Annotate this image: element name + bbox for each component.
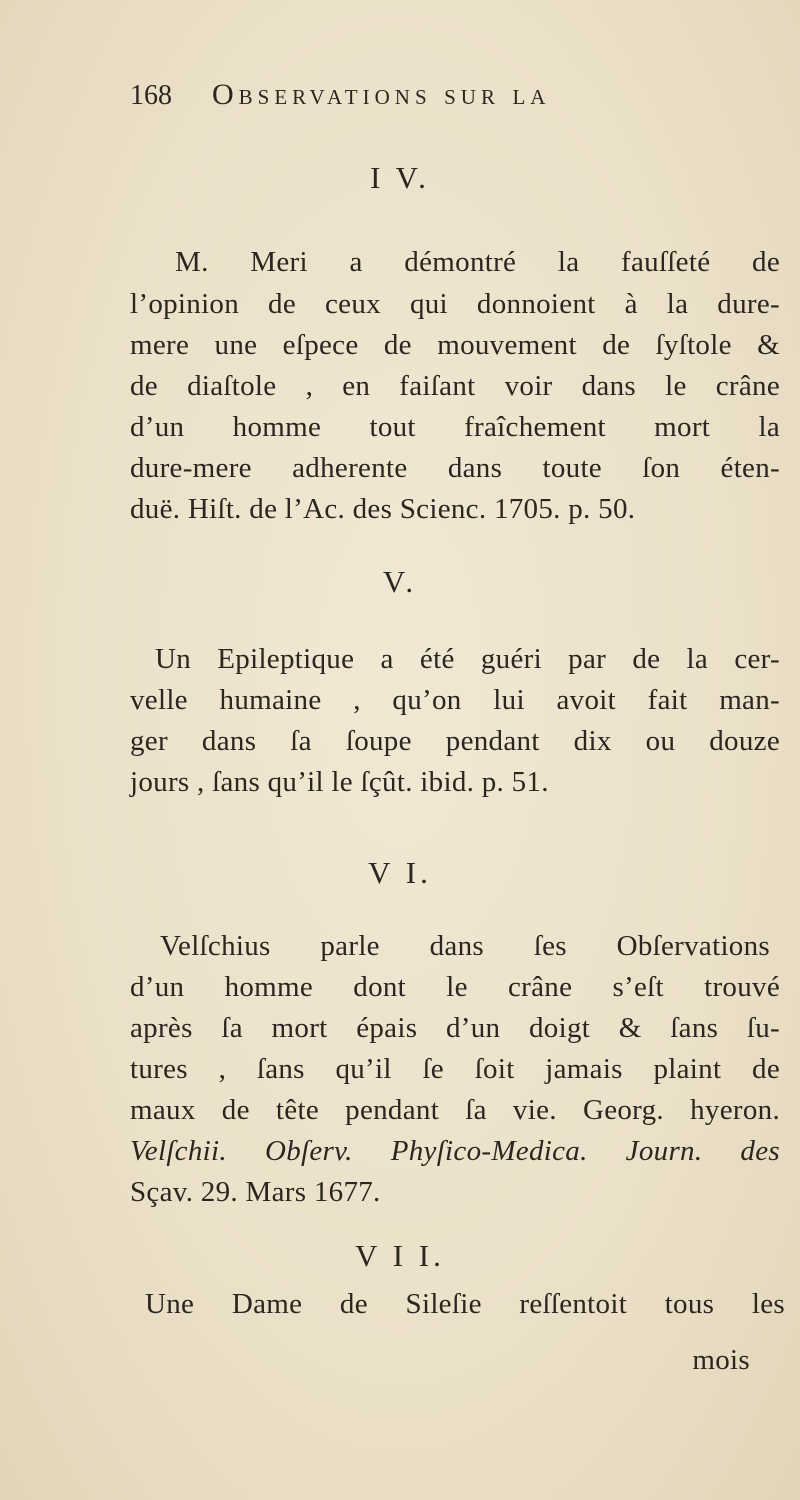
text-line: velle humaine , qu’on lui avoit fait man- (130, 684, 780, 716)
text-line: maux de tête pendant ſa vie. Georg. hyeron. (130, 1094, 780, 1126)
section-heading-vi: V I. (368, 855, 432, 890)
running-head (130, 78, 730, 112)
text-line: d’un homme dont le crâne s’eſt trouvé (130, 971, 780, 1003)
text-line: l’opinion de ceux qui donnoient à la dure- (130, 288, 780, 320)
text-line: après ſa mort épais d’un doigt & ſans ſu- (130, 1012, 780, 1044)
section-heading-v: V. (382, 564, 418, 599)
text-line: ger dans ſa ſoupe pendant dix ou douze (130, 725, 780, 757)
section-heading-iv: I V. (370, 160, 430, 195)
text-line: Sçav. 29. Mars 1677. (130, 1176, 381, 1208)
text-line: Velſchius parle dans ſes Obſervations (160, 930, 770, 962)
text-line: Un Epileptique a été guéri par de la cer- (155, 643, 780, 675)
text-line: mere une eſpece de mouvement de ſyſtole & (130, 329, 780, 361)
running-title: Observations sur la (212, 78, 551, 111)
text-line: jours , ſans qu’il le ſçût. ibid. p. 51. (130, 766, 549, 798)
text-line: de diaſtole , en faiſant voir dans le crâne (130, 370, 780, 402)
text-line: d’un homme tout fraîchement mort la (130, 411, 780, 443)
section-heading-vii: V I I. (355, 1238, 445, 1273)
text-line: Une Dame de Sileſie reſſentoit tous les (145, 1288, 785, 1320)
text-line: tures , ſans qu’il ſe ſoit jamais plaint de (130, 1053, 780, 1085)
text-line: dure-mere adherente dans toute ſon éten- (130, 452, 780, 484)
text-line: duë. Hiſt. de l’Ac. des Scienc. 1705. p. 50. (130, 493, 636, 525)
catchword: mois (692, 1344, 750, 1376)
page-number: 168 (130, 80, 172, 111)
text-line: Velſchii. Obſerv. Phyſico-Medica. Journ. des (130, 1135, 780, 1167)
text-line: M. Meri a démontré la fauſſeté de (175, 246, 780, 278)
